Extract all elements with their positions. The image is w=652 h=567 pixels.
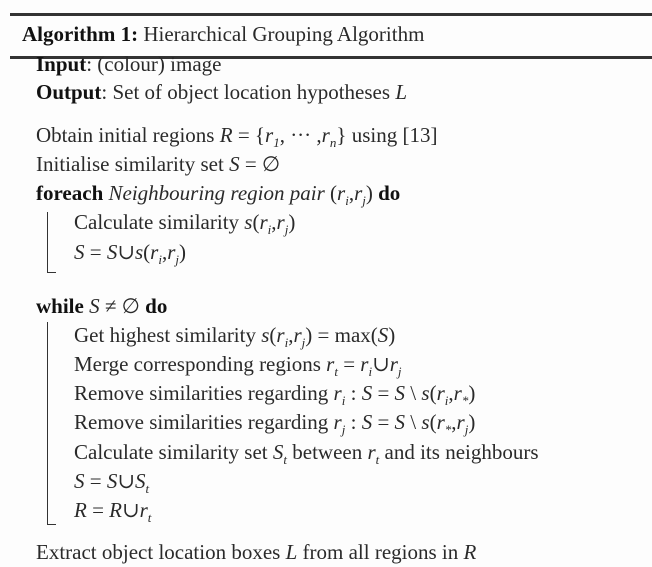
- math-segment: r: [321, 123, 330, 147]
- text-segment: Remove similarities regarding: [74, 381, 334, 405]
- algorithm-line: [74, 240, 186, 272]
- algorithm-line: [36, 52, 221, 76]
- math-segment: S: [272, 440, 284, 464]
- text-segment: ,: [288, 323, 294, 347]
- math-segment: r: [333, 381, 342, 405]
- text-segment: ∪: [117, 469, 135, 493]
- text-segment: ,: [271, 210, 277, 234]
- text-segment: ,: [451, 410, 457, 434]
- keyword: do: [378, 181, 401, 205]
- math-segment: r: [139, 498, 148, 522]
- math-segment: t: [283, 452, 287, 467]
- math-segment: r: [326, 352, 335, 376]
- text-segment: ,: [448, 381, 454, 405]
- text-segment: (: [330, 181, 337, 205]
- text-segment: (: [143, 240, 151, 264]
- foreach-block-bracket: [47, 212, 56, 273]
- text-segment: : Set of object location hypotheses: [101, 80, 396, 104]
- algorithm-line: [74, 410, 475, 442]
- text-segment: ≠ ∅: [99, 294, 146, 318]
- text-segment: from all regions in: [297, 540, 464, 564]
- text-segment: =: [337, 352, 361, 376]
- math-segment: S: [394, 381, 406, 405]
- text-segment: Remove similarities regarding: [74, 410, 334, 434]
- math-segment: S: [74, 469, 85, 493]
- math-segment: S: [377, 323, 389, 347]
- math-segment: S: [106, 240, 118, 264]
- algorithm-line: [74, 210, 295, 242]
- text-segment: ): [468, 381, 476, 405]
- text-segment: =: [84, 469, 107, 493]
- math-segment: i: [368, 364, 373, 379]
- math-segment: S: [394, 410, 406, 434]
- text-segment: ,: [161, 240, 168, 264]
- text-segment: =: [372, 381, 395, 405]
- while-block-bracket: [47, 322, 56, 525]
- math-segment: n: [329, 135, 337, 150]
- math-segment: r: [367, 440, 376, 464]
- algorithm-line: [36, 123, 437, 155]
- text-segment: :: [345, 381, 362, 405]
- top-rule: [10, 13, 652, 16]
- algorithm-line: [74, 498, 151, 530]
- math-segment: i: [444, 393, 449, 408]
- math-segment: S: [134, 469, 146, 493]
- math-segment: r: [167, 240, 176, 264]
- algorithm-line: [36, 540, 476, 564]
- text-segment: ∪: [117, 240, 135, 264]
- text-segment: =: [84, 240, 107, 264]
- math-segment: i: [267, 222, 272, 237]
- text-segment: \: [405, 410, 422, 434]
- math-segment: R: [463, 540, 477, 564]
- text-segment: ): [468, 410, 476, 434]
- math-segment: L: [395, 80, 407, 104]
- math-segment: *: [461, 393, 469, 408]
- math-segment: i: [158, 252, 162, 267]
- text-segment: } using [13]: [336, 123, 438, 147]
- text-segment: \: [405, 381, 422, 405]
- math-segment: i: [341, 393, 346, 408]
- text-segment: = ∅: [239, 152, 281, 176]
- math-segment: j: [301, 335, 306, 350]
- math-segment: r: [276, 323, 285, 347]
- keyword: do: [145, 294, 168, 318]
- math-segment: *: [444, 422, 452, 437]
- math-segment: r: [259, 210, 268, 234]
- algorithm-line: [36, 181, 400, 213]
- text-segment: ): [179, 240, 187, 264]
- keyword: Input: [36, 52, 87, 76]
- math-segment: s: [244, 210, 253, 234]
- algorithm-line: [74, 440, 539, 472]
- math-segment: r: [389, 352, 398, 376]
- text-segment: (: [429, 381, 437, 405]
- math-segment: S: [229, 152, 240, 176]
- math-segment: S: [89, 294, 100, 318]
- math-segment: Neighbouring region pair: [108, 181, 330, 205]
- math-segment: S: [361, 410, 373, 434]
- math-segment: r: [293, 323, 302, 347]
- math-segment: i: [284, 335, 289, 350]
- math-segment: r: [265, 123, 274, 147]
- text-segment: ): [288, 210, 296, 234]
- math-segment: t: [334, 364, 338, 379]
- math-segment: S: [361, 381, 373, 405]
- text-segment: Obtain initial regions: [36, 123, 220, 147]
- math-segment: t: [145, 481, 150, 496]
- algorithm-line: [36, 80, 407, 104]
- text-segment: ∪: [122, 498, 140, 522]
- math-segment: r: [456, 410, 465, 434]
- text-segment: Extract object location boxes: [36, 540, 286, 564]
- math-segment: R: [219, 123, 233, 147]
- math-segment: 1: [273, 135, 280, 150]
- algorithm-line: [74, 352, 402, 384]
- math-segment: R: [109, 498, 122, 522]
- algorithm-line: [74, 469, 149, 501]
- math-segment: t: [375, 452, 380, 467]
- math-segment: s: [261, 323, 270, 347]
- text-segment: (: [252, 210, 260, 234]
- math-segment: r: [436, 410, 445, 434]
- algorithm-title: [22, 22, 424, 46]
- math-segment: S: [74, 240, 85, 264]
- text-segment: Calculate similarity: [74, 210, 245, 234]
- math-segment: r: [453, 381, 462, 405]
- algorithm-line: [36, 294, 167, 318]
- text-segment: ): [365, 181, 379, 205]
- algorithm-line: [74, 381, 475, 413]
- text-segment: (: [429, 410, 437, 434]
- math-segment: s: [421, 410, 430, 434]
- text-segment: (: [269, 323, 277, 347]
- text-segment: ,: [348, 181, 355, 205]
- text-segment: =: [372, 410, 395, 434]
- math-segment: r: [337, 181, 346, 205]
- text-segment: ): [388, 323, 396, 347]
- math-segment: L: [285, 540, 298, 564]
- math-segment: j: [397, 364, 402, 379]
- math-segment: j: [362, 193, 366, 208]
- math-segment: S: [106, 469, 118, 493]
- algorithm-name: Hierarchical Grouping Algorithm: [138, 22, 425, 46]
- math-segment: R: [74, 498, 87, 522]
- math-segment: r: [150, 240, 159, 264]
- math-segment: j: [175, 252, 180, 267]
- text-segment: :: [345, 410, 362, 434]
- math-segment: r: [360, 352, 369, 376]
- math-segment: t: [147, 510, 152, 525]
- math-segment: r: [436, 381, 445, 405]
- text-segment: Get highest similarity: [74, 323, 262, 347]
- math-segment: r: [354, 181, 363, 205]
- text-segment: , ··· ,: [279, 123, 322, 147]
- math-segment: j: [464, 422, 469, 437]
- text-segment: Calculate similarity set: [74, 440, 273, 464]
- math-segment: s: [134, 240, 144, 264]
- text-segment: =: [86, 498, 110, 522]
- math-segment: i: [345, 193, 349, 208]
- math-segment: j: [284, 222, 289, 237]
- algorithm-line: [36, 152, 280, 176]
- text-segment: Initialise similarity set: [36, 152, 230, 176]
- text-segment: = {: [232, 123, 265, 147]
- keyword: foreach: [36, 181, 109, 205]
- math-segment: r: [276, 210, 285, 234]
- keyword: Output: [36, 80, 102, 104]
- text-segment: between: [287, 440, 368, 464]
- algorithm-line: [74, 323, 395, 355]
- math-segment: r: [333, 410, 342, 434]
- text-segment: ∪: [372, 352, 390, 376]
- text-segment: and its neighbours: [379, 440, 539, 464]
- math-segment: j: [341, 422, 346, 437]
- text-segment: ) = max(: [305, 323, 378, 347]
- text-segment: : (colour) image: [86, 52, 222, 76]
- keyword: while: [36, 294, 90, 318]
- algorithm-number: Algorithm 1:: [22, 22, 139, 46]
- text-segment: Merge corresponding regions: [74, 352, 327, 376]
- math-segment: s: [421, 381, 430, 405]
